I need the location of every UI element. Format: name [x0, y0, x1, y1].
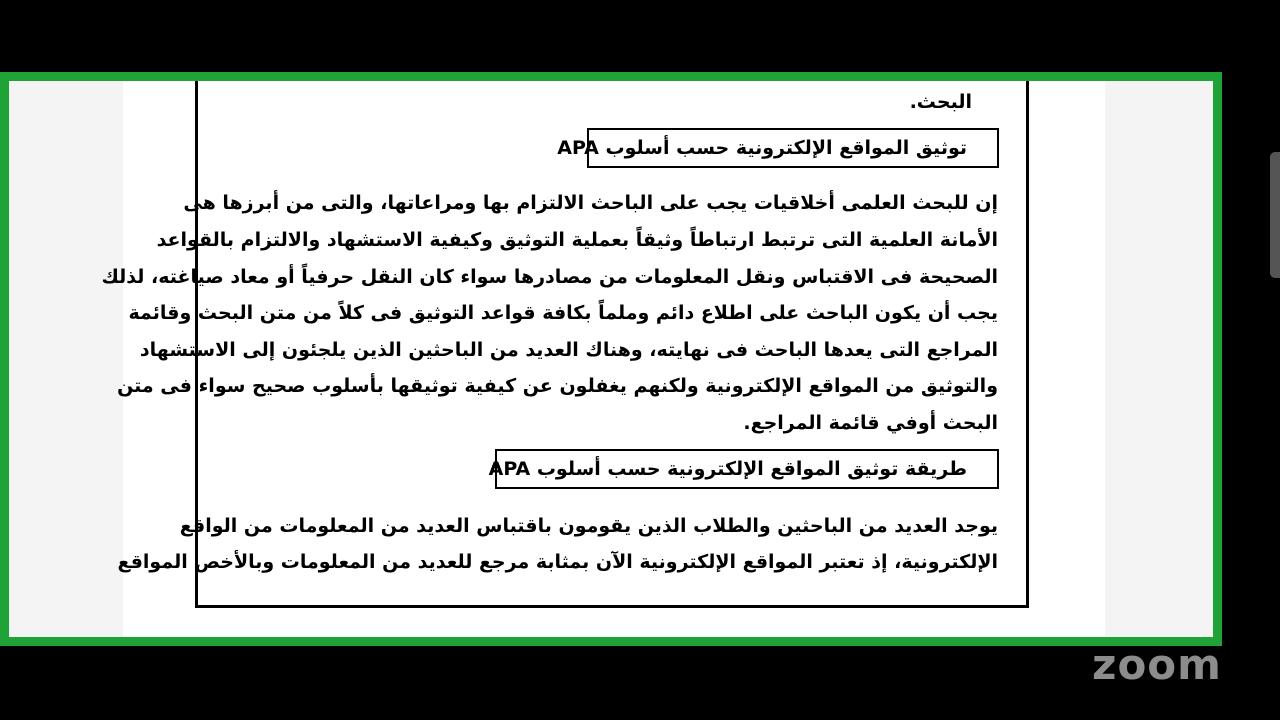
subsection-heading-box [488, 449, 999, 489]
paragraph-line: يوجد العديد من الباحثين والطلاب الذين يقومون باقتباس العديد من المعلومات من الواقع [179, 515, 998, 537]
paragraph-line: الإلكترونية، إذ تعتبر المواقع الإلكترونية الآن بمثابة مرجع للعديد من المعلومات وبالأخص المواقع [117, 551, 998, 573]
paragraph-line: يجب أن يكون الباحث على اطلاع دائم وملماً بكافة قواعد التوثيق فى كلاً من متن البحث وقائمة [128, 302, 998, 324]
section-heading-box [557, 128, 999, 168]
previous-text-fragment: البحث. [909, 91, 972, 113]
viewer-margin-left [9, 81, 123, 637]
side-panel-handle[interactable] [1270, 152, 1280, 278]
document-page [101, 81, 1029, 608]
paragraph-line: والتوثيق من المواقع الإلكترونية ولكنهم يغفلون عن كيفية توثيقها بأسلوب صحيح سواء فى متن [117, 375, 998, 397]
section-heading: توثيق المواقع الإلكترونية حسب أسلوب APA [557, 137, 967, 159]
viewer-margin-right [1105, 81, 1213, 637]
subsection-heading: طريقة توثيق المواقع الإلكترونية حسب أسلوب APA [488, 458, 967, 480]
paragraph-line: البحث أوفي قائمة المراجع. [743, 412, 998, 434]
screen-share-frame [0, 72, 1222, 646]
paragraph-line: الصحيحة فى الاقتباس ونقل المعلومات من مصادرها سواء كان النقل حرفياً أو معاد صياغته، لذلك [101, 266, 998, 288]
paragraph-line: إن للبحث العلمى أخلاقيات يجب على الباحث الالتزام بها ومراعاتها، والتى من أبرزها هى [183, 192, 998, 214]
paragraph-line: المراجع التى يعدها الباحث فى نهايته، وهناك العديد من الباحثين الذين يلجئون إلى الاستشهاد [139, 339, 998, 361]
paragraph-line: الأمانة العلمية التى ترتبط ارتباطاً وثيقاً بعملية التوثيق وكيفية الاستشهاد والالتزام بالقواعد [156, 229, 998, 251]
zoom-logo: zoom [1092, 640, 1222, 689]
